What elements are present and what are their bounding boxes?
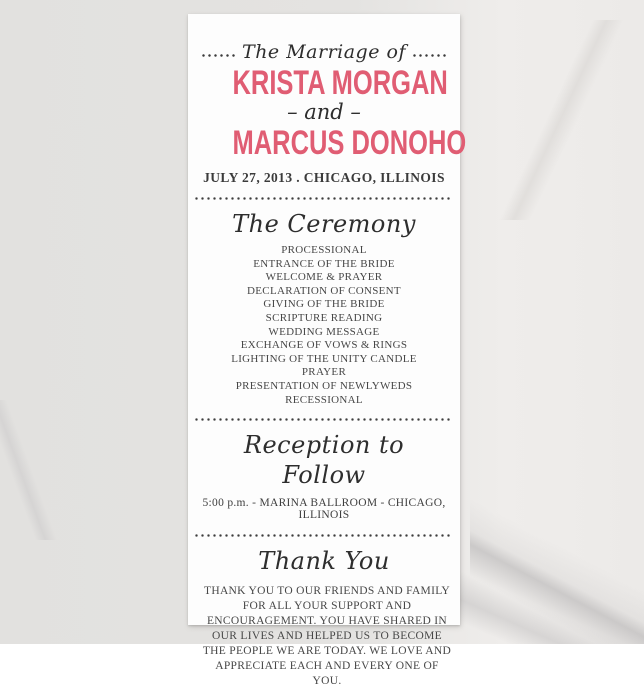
kicker-row [202,40,446,64]
reception-details: 5:00 p.m. - MARINA BALLROOM - CHICAGO, ILLINOIS [202,497,446,522]
ceremony-item: ENTRANCE OF THE BRIDE [253,257,395,270]
ceremony-item: WELCOME & PRAYER [265,271,383,284]
thank-you-title: Thank You [258,547,390,576]
ceremony-item: PROCESSIONAL [281,244,367,256]
dotted-line-right [413,54,446,57]
dotted-divider [195,197,453,200]
ceremony-item: PRAYER [301,366,347,379]
dotted-line-left [202,54,235,57]
ceremony-item: PRESENTATION OF NEWLYWEDS [235,379,413,392]
wedding-program-card [188,14,467,688]
conjunction-text: – and – [287,100,361,124]
ceremony-item: LIGHTING OF THE UNITY CANDLE [231,352,417,365]
reception-title: Reception to Follow [243,431,405,490]
ceremony-list [202,244,446,407]
ceremony-item: SCRIPTURE READING [265,311,383,324]
ceremony-title: The Ceremony [232,210,416,238]
ceremony-item: RECESSIONAL [285,393,363,406]
dotted-divider [195,534,453,537]
bride-name: KRISTA MORGAN [232,64,448,102]
ceremony-item: WEDDING MESSAGE [268,325,380,338]
dotted-divider [195,418,453,421]
groom-name: MARCUS DONOHO [232,124,467,162]
ceremony-item: DECLARATION OF CONSENT [247,284,401,297]
kicker-text: The Marriage of [242,41,406,63]
ceremony-item: GIVING OF THE BRIDE [263,298,385,311]
date-location: JULY 27, 2013 . CHICAGO, ILLINOIS [203,170,445,185]
ceremony-item: EXCHANGE OF VOWS & RINGS [240,339,408,352]
thank-you-message: THANK YOU TO OUR FRIENDS AND FAMILY FOR ALL YOUR SUPPORT AND ENCOURAGEMENT. YOU HAVE SHARED IN OUR LIVES AND HELPED US TO BECOME THE PEOPLE WE ARE TODAY. WE LOVE AND APPRECIATE EACH AND EVERY ONE OF YOU. [202,585,452,688]
